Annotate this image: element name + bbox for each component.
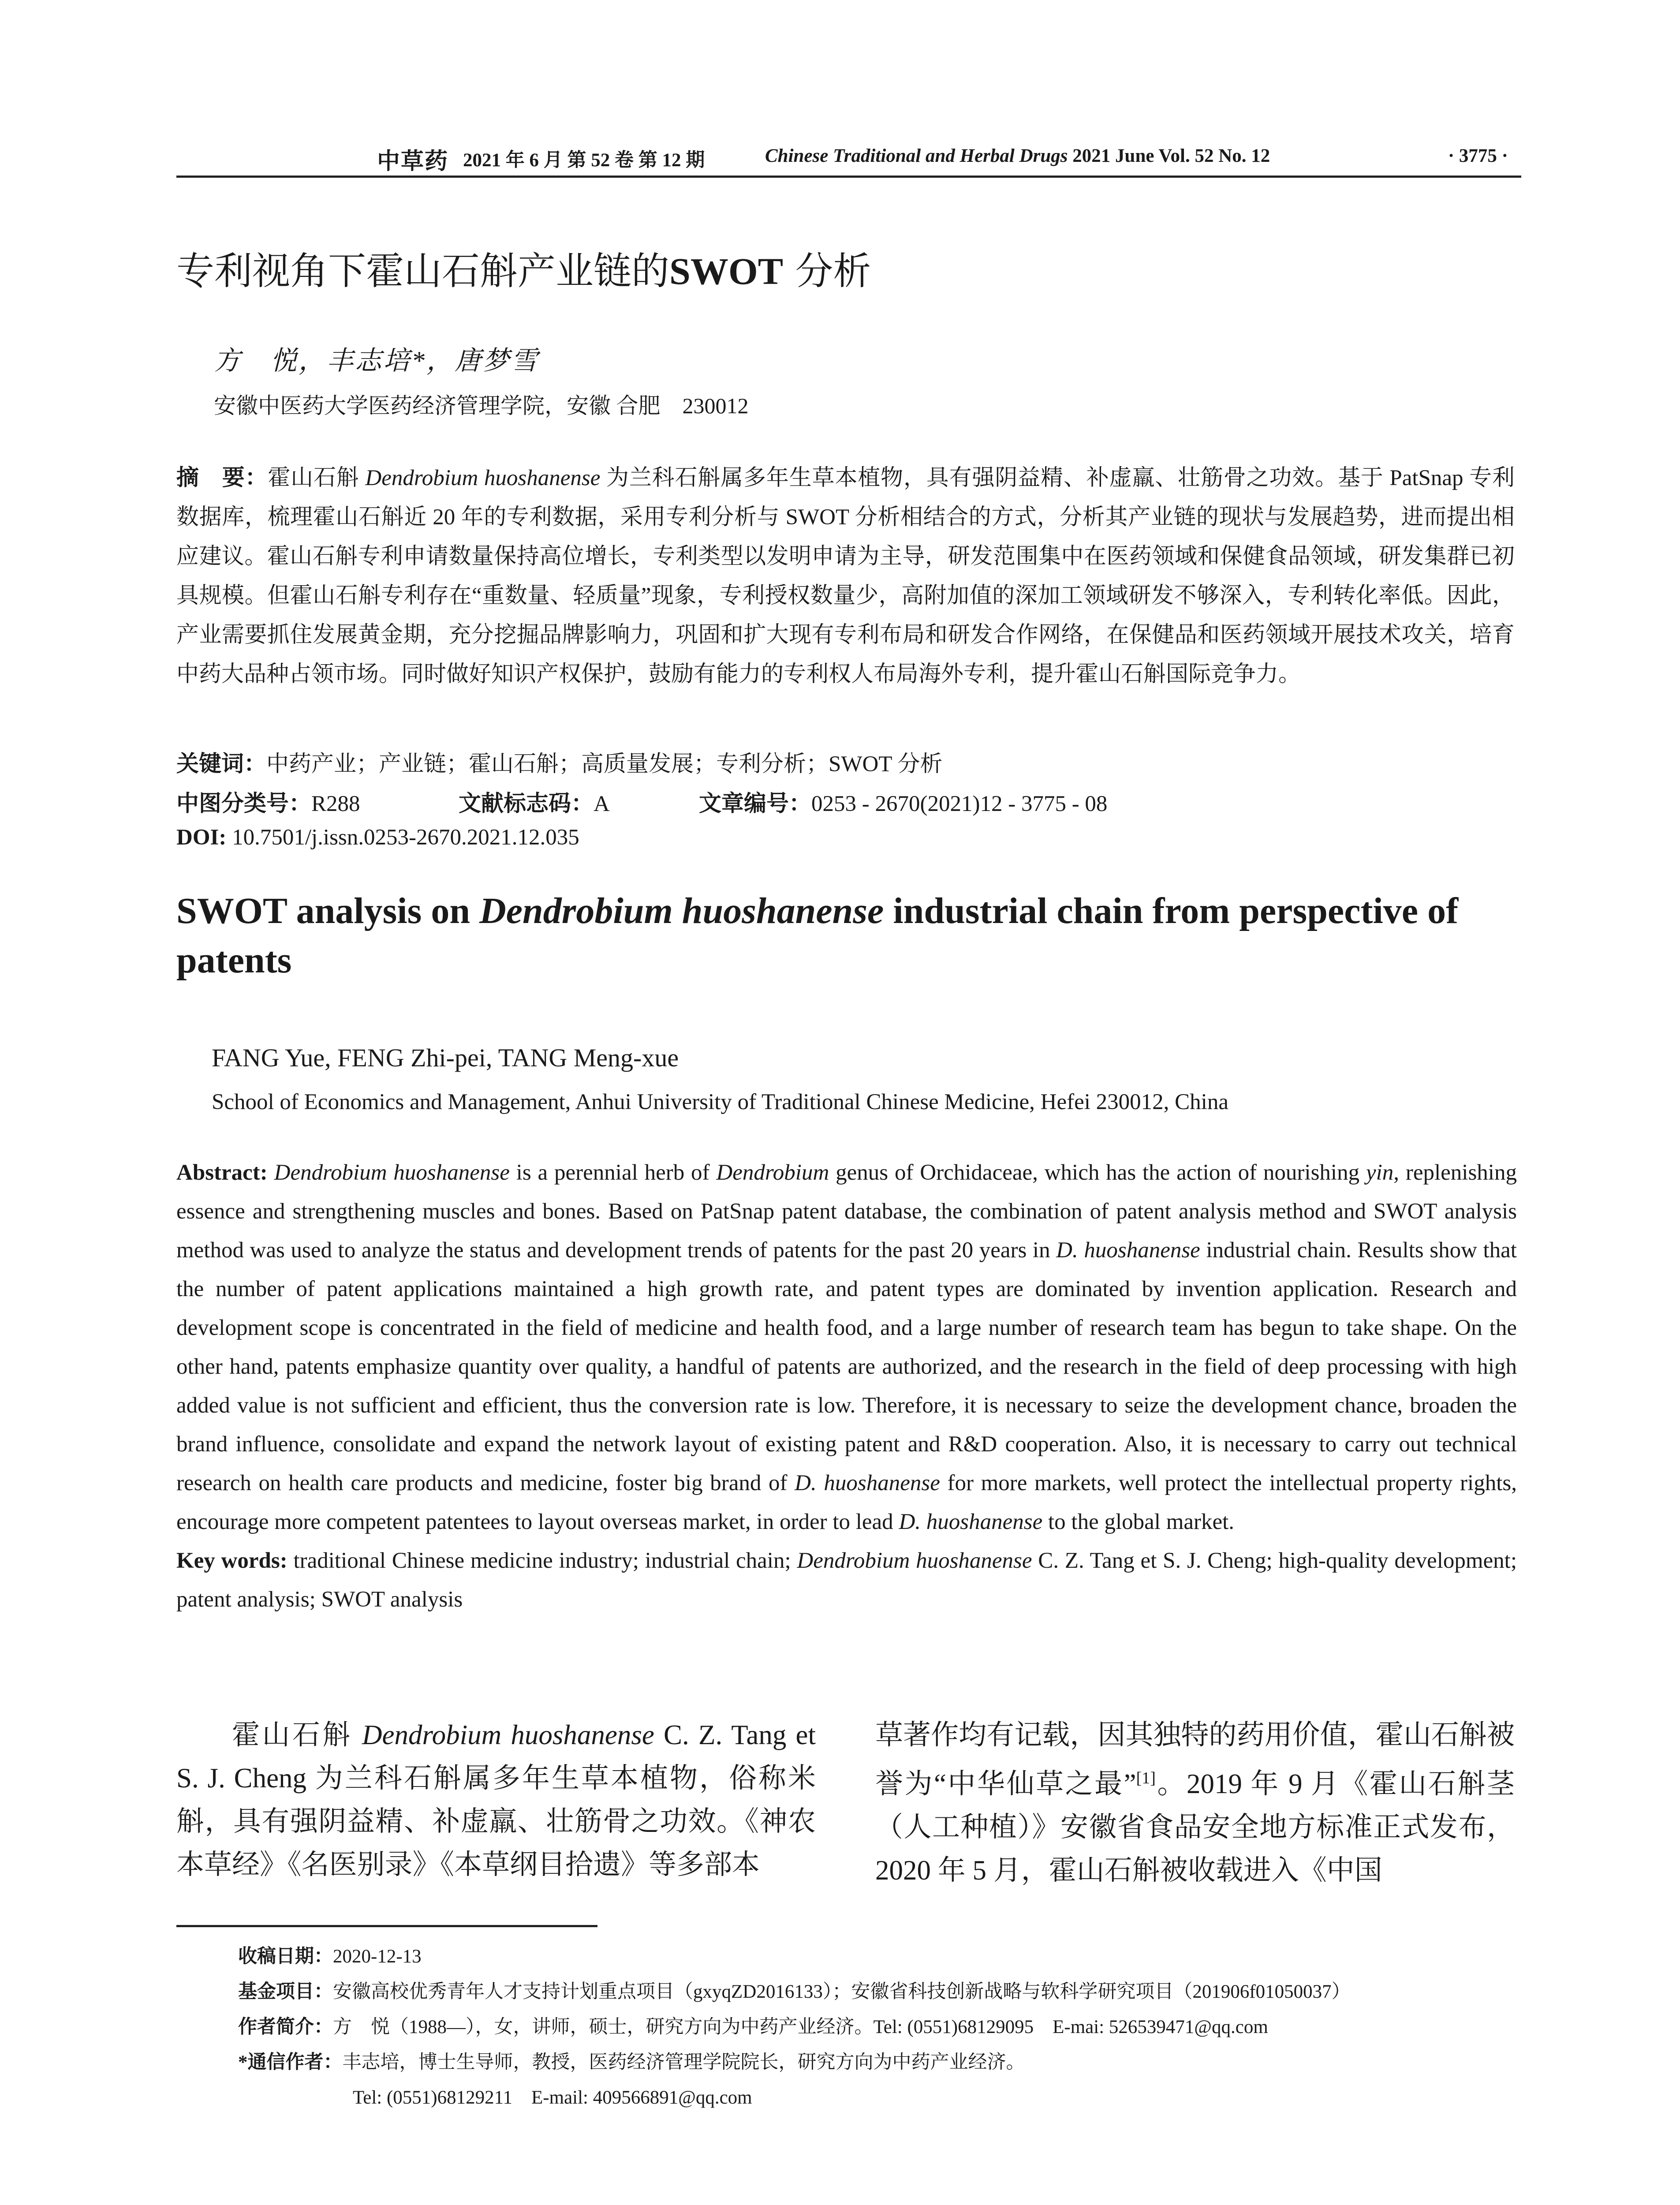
abstract-en-text: industrial chain. Results show that the number of patent applications maintained a high growth rate, and patent types are dominated by invention application. Research and development scope is concentrated in the field of medicine and health food, and a large number of research team has begun to take shape. On the other hand, patents emphasize quantity over quality, a handful of patents are authorized, and the research in the field of deep processing with high added value is not sufficient and efficient, thus the conversion rate is low. Therefore, it is necessary to seize the development chance, broaden the brand influence, consolidate and expand the network layout of existing patent and R&D cooperation. Also, it is necessary to carry out technical research on health care products and medicine, foster big brand of: [176, 1238, 1517, 1495]
doc-code-value: A: [594, 792, 610, 816]
abstract-en: [176, 1153, 1517, 1619]
corr-text: 丰志培，博士生导师，教授，医药经济管理学院院长，研究方向为中药产业经济。: [342, 2052, 1025, 2073]
clc-value: R288: [311, 792, 360, 816]
fund-label: 基金项目：: [238, 1981, 333, 2002]
title-en-part2: industrial chain from perspective of patents: [176, 890, 1459, 981]
article-no-value: 0253 - 2670(2021)12 - 3775 - 08: [811, 792, 1108, 816]
abstract-cn-text: 霍山石斛: [268, 466, 366, 490]
body-text: C. Z. Tang et S. J. Cheng 为兰科石斛属多年生草本植物，俗称米斛，具有强阴益精、补虚羸、壮筋骨之功效。《神农本草经》《名医别录》《本草纲目拾遗》等多部本: [176, 1719, 816, 1880]
issue-info-en: [765, 145, 1270, 167]
footnote-author-bio: [238, 2012, 1268, 2039]
genus-name: Dendrobium: [716, 1160, 829, 1185]
abstract-en-label: Abstract:: [176, 1160, 268, 1185]
keywords-cn-label: 关键词：: [176, 752, 267, 777]
corr-label: *通信作者：: [238, 2052, 343, 2073]
term-yin: yin: [1366, 1160, 1394, 1185]
abstract-en-text: to the global market.: [1042, 1510, 1235, 1534]
title-cn-part1: 专利视角下霍山石斛产业链的: [176, 249, 669, 293]
authors-cn: 方 悦，丰志培*，唐梦雪: [214, 346, 539, 375]
species-name: Dendrobium huoshanense: [362, 1719, 654, 1750]
journal-logo: 中草药: [377, 149, 449, 174]
footnote-fund: [238, 1977, 1351, 2003]
issue-date-en: 2021 June Vol. 52 No. 12: [1072, 146, 1270, 166]
keywords-en-text: traditional Chinese medicine industry; industrial chain;: [287, 1548, 797, 1573]
footnote-received: [238, 1941, 422, 1968]
received-label: 收稿日期：: [238, 1946, 333, 1967]
species-name: D. huoshanense: [795, 1471, 940, 1495]
keywords-cn-text: 中药产业；产业链；霍山石斛；高质量发展；专利分析；SWOT 分析: [266, 752, 943, 777]
abstract-cn-text: 为兰科石斛属多年生草本植物，具有强阴益精、补虚羸、壮筋骨之功效。基于 PatSnap 专利数据库，梳理霍山石斛近 20 年的专利数据，采用专利分析与 SWOT 分析相结合的方式，分析其产业链的现状与发展趋势，进而提出相应建议。霍山石斛专利申请数量保持高位增长，专利类型以发明申请为主导，研发范围集中在医药领域和保健食品领域，研发集群已初具规模。但霍山石斛专利存在“重数量、轻质量”现象，专利授权数量少，高附加值的深加工领域研发不够深入，专利转化率低。因此，产业需要抓住发展黄金期，充分挖掘品牌影响力，巩固和扩大现有专利布局和研发合作网络，在保健品和医药领域开展技术攻关，培育中药大品种占领市场。同时做好知识产权保护，鼓励有能力的专利权人布局海外专利，提升霍山石斛国际竞争力。: [176, 466, 1515, 687]
abstract-cn-label: 摘 要：: [176, 466, 268, 490]
body-text: 草著作均有记载，因其独特的药用价值，霍山石斛被誉为“中华仙草之最”: [875, 1719, 1515, 1799]
species-name: D. huoshanense: [1056, 1238, 1200, 1263]
issue-info-cn: 2021 年 6 月 第 52 卷 第 12 期: [463, 150, 705, 171]
authors-en: FANG Yue, FENG Zhi-pei, TANG Meng-xue: [212, 1043, 679, 1072]
bio-label: 作者简介：: [238, 2017, 333, 2037]
species-name: Dendrobium huoshanense: [797, 1548, 1032, 1573]
keywords-en-label: Key words:: [176, 1548, 287, 1573]
body-column-left: [176, 1713, 816, 1886]
species-name: D. huoshanense: [899, 1510, 1043, 1534]
title-cn-swot: SWOT: [669, 250, 784, 292]
footnote-rule: [176, 1925, 597, 1927]
title-en: [176, 886, 1512, 985]
title-en-part1: SWOT analysis on: [176, 890, 480, 931]
footnote-corresponding: [238, 2047, 1025, 2074]
article-no-label: 文章编号：: [699, 792, 812, 816]
abstract-en-text: is a perennial herb of: [509, 1160, 717, 1185]
abstract-en-text: for more markets, well protect the intellectual property rights, encourage more competent patentees to layout overseas market, in order to lead: [176, 1471, 1517, 1534]
species-name: Dendrobium huoshanense: [365, 466, 601, 490]
body-column-right: [875, 1713, 1515, 1892]
page-number: · 3775 ·: [1448, 146, 1508, 166]
species-name: Dendrobium huoshanense: [274, 1160, 510, 1185]
abstract-cn: [176, 459, 1515, 694]
affiliation-en: School of Economics and Management, Anhui University of Traditional Chinese Medicine, Hefei 230012, China: [212, 1090, 1228, 1114]
doi-link[interactable]: 10.7501/j.issn.0253-2670.2021.12.035: [232, 825, 579, 850]
keywords-en-text: C. Z. Tang et S. J. Cheng; high-quality development; patent analysis; SWOT analysis: [176, 1548, 1517, 1612]
title-cn-part3: 分析: [795, 249, 871, 293]
running-header: [176, 142, 1521, 173]
affiliation-cn: 安徽中医药大学医药经济管理学院，安徽 合肥 230012: [214, 393, 749, 418]
classification-line: [176, 785, 1235, 818]
abstract-en-text: genus of Orchidaceae, which has the action of nourishing: [829, 1160, 1366, 1185]
received-date: 2020-12-13: [333, 1946, 422, 1967]
abstract-en-text: , replenishing essence and strengthening muscles and bones. Based on PatSnap patent database, the combination of patent analysis method and SWOT analysis method was used to analyze the status and development trends of patents for the past 20 years in: [176, 1160, 1517, 1263]
keywords-cn: [176, 745, 942, 778]
footnote-contact: Tel: (0551)68129211 E-mail: 409566891@qq.com: [353, 2087, 752, 2108]
body-text: 霍山石斛: [232, 1719, 362, 1750]
header-rule: [176, 176, 1521, 178]
title-cn: [176, 240, 871, 295]
doi-label: DOI:: [176, 825, 227, 850]
doi-line: [176, 825, 579, 850]
doc-code-label: 文献标志码：: [459, 792, 594, 816]
citation-ref[interactable]: [1]: [1136, 1769, 1156, 1787]
journal-name-en: Chinese Traditional and Herbal Drugs: [765, 146, 1068, 166]
body-text: 。2019 年 9 月《霍山石斛茎（人工种植）》安徽省食品安全地方标准正式发布，2020 年 5 月，霍山石斛被收载进入《中国: [875, 1768, 1515, 1886]
species-name: Dendrobium huoshanense: [479, 890, 884, 931]
bio-text: 方 悦（1988—），女，讲师，硕士，研究方向为中药产业经济。Tel: (0551)68129095 E-mai: 526539471@qq.com: [333, 2017, 1268, 2037]
clc-label: 中图分类号：: [176, 792, 312, 816]
fund-text: 安徽高校优秀青年人才支持计划重点项目（gxyqZD2016133）；安徽省科技创新战略与软科学研究项目（201906f01050037）: [333, 1981, 1351, 2002]
